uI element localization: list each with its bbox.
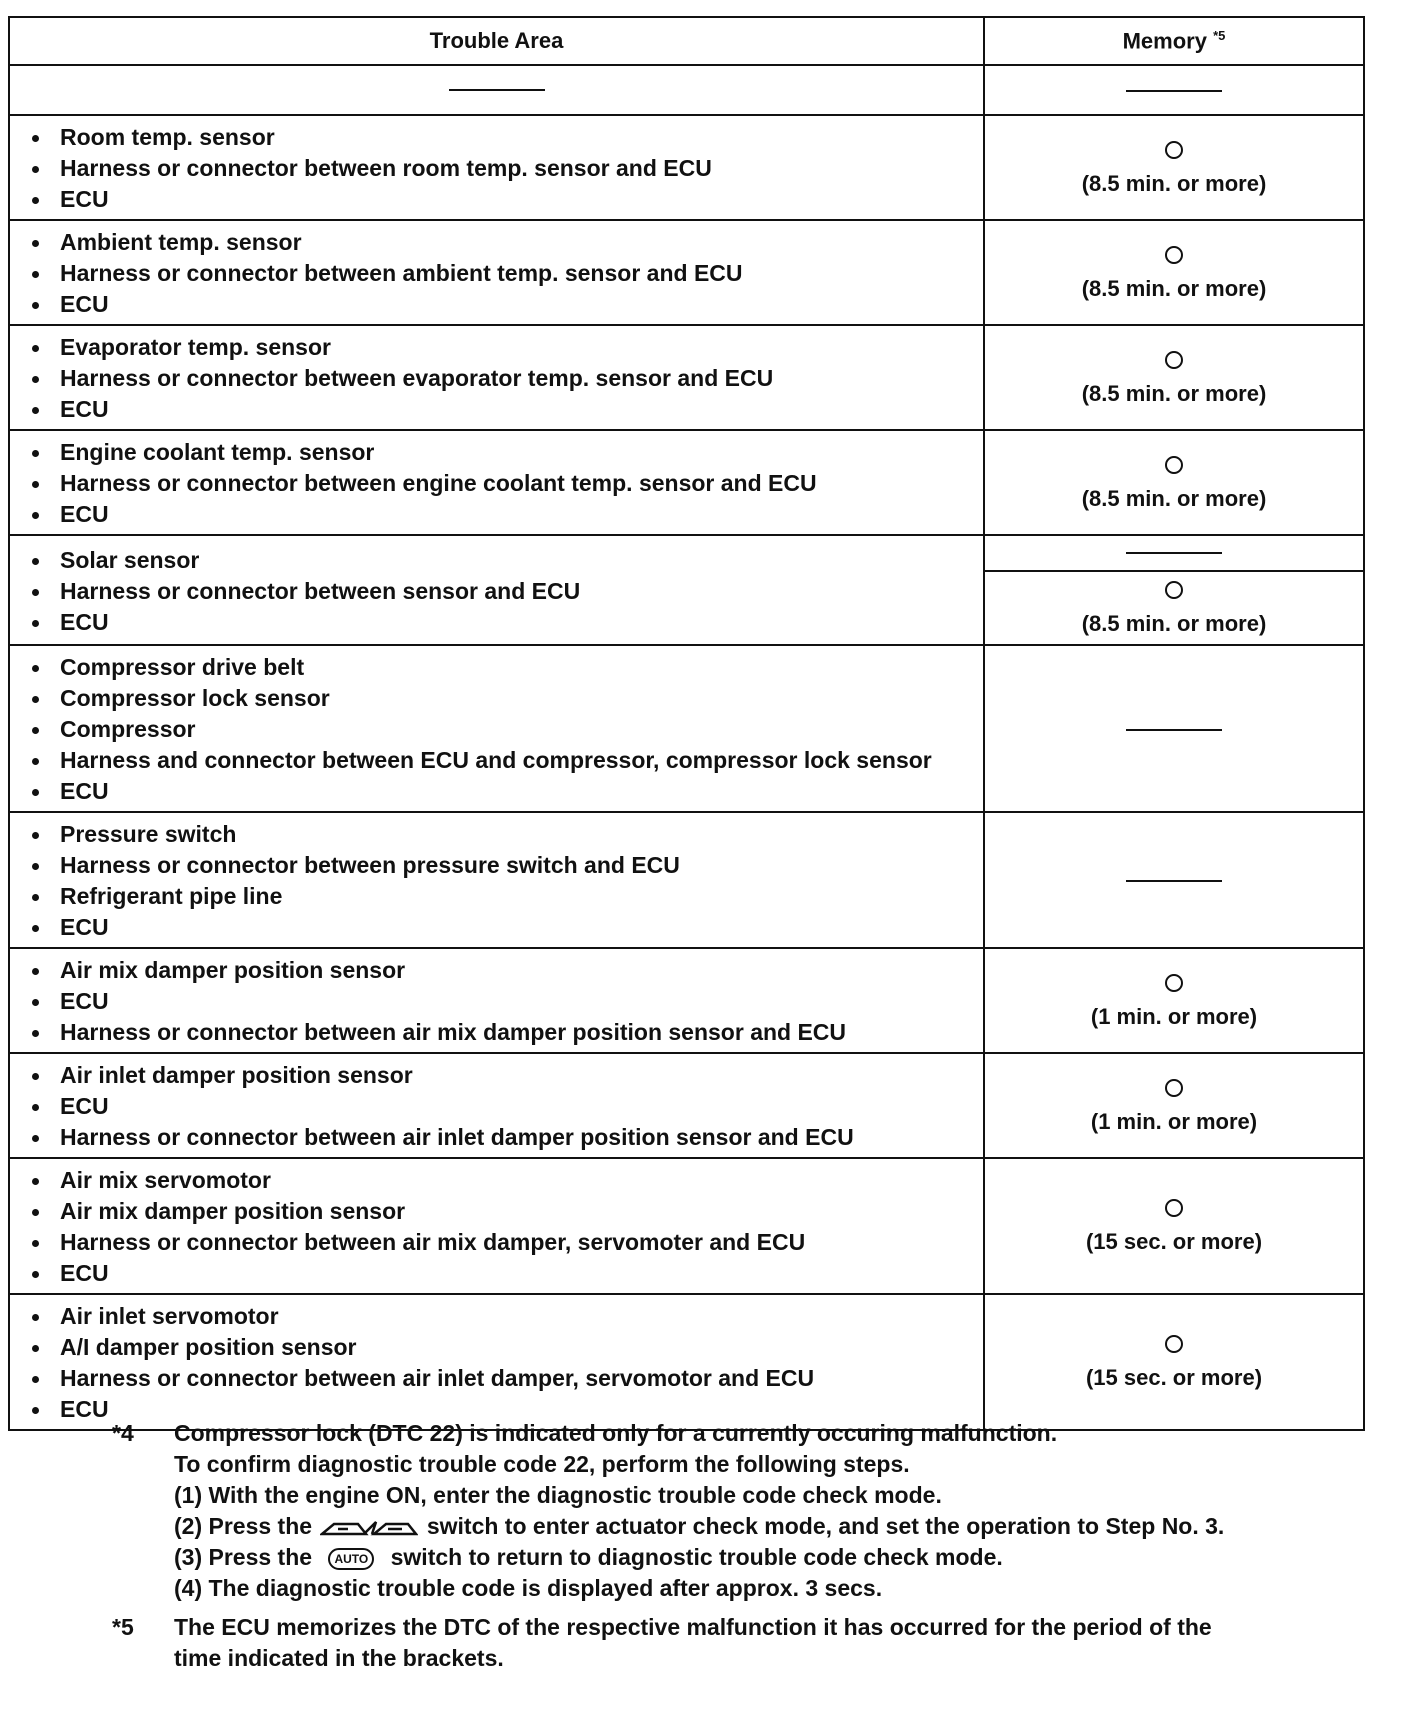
trouble-item: Air inlet damper position sensor bbox=[28, 1060, 983, 1091]
table-header-row bbox=[9, 17, 1364, 65]
footnote-5 bbox=[112, 1612, 1372, 1674]
trouble-list bbox=[10, 326, 983, 429]
trouble-item: Ambient temp. sensor bbox=[28, 227, 983, 258]
footnote-mark: *5 bbox=[112, 1614, 134, 1640]
trouble-item: Compressor lock sensor bbox=[28, 683, 983, 714]
header-memory-label: Memory bbox=[1122, 28, 1207, 54]
step2-pre: (2) Press the bbox=[174, 1513, 313, 1539]
memory-cell bbox=[984, 948, 1364, 1053]
table-body bbox=[9, 65, 1364, 1430]
memory-cell bbox=[984, 1158, 1364, 1294]
footnote-step bbox=[174, 1511, 1224, 1542]
memory-cell bbox=[984, 1294, 1364, 1430]
memory-circle-icon bbox=[1165, 351, 1183, 369]
trouble-item: Air mix damper position sensor bbox=[28, 955, 983, 986]
trouble-item: Harness or connector between air mix damper position sensor and ECU bbox=[28, 1017, 983, 1048]
header-trouble-area: Trouble Area bbox=[9, 17, 984, 65]
table-row bbox=[9, 220, 1364, 325]
table-row bbox=[9, 115, 1364, 220]
trouble-list bbox=[10, 539, 983, 642]
trouble-list bbox=[10, 221, 983, 324]
trouble-item: ECU bbox=[28, 184, 983, 215]
trouble-item: ECU bbox=[28, 289, 983, 320]
dash-mark bbox=[1126, 552, 1222, 554]
trouble-list bbox=[10, 116, 983, 219]
trouble-item: Harness or connector between engine coolant temp. sensor and ECU bbox=[28, 468, 983, 499]
dash-mark bbox=[1126, 90, 1222, 92]
step3-pre: (3) Press the bbox=[174, 1544, 313, 1570]
memory-duration: (8.5 min. or more) bbox=[1081, 275, 1267, 301]
trouble-item: ECU bbox=[28, 1091, 983, 1122]
trouble-area-cell bbox=[9, 1053, 984, 1158]
memory-cell bbox=[984, 1053, 1364, 1158]
trouble-item: ECU bbox=[28, 607, 983, 638]
trouble-list bbox=[10, 646, 983, 811]
trouble-item: Compressor bbox=[28, 714, 983, 745]
memory-circle-icon bbox=[1165, 1335, 1183, 1353]
trouble-area-cell bbox=[9, 535, 984, 645]
trouble-item: Harness or connector between room temp. sensor and ECU bbox=[28, 153, 983, 184]
table-row-empty bbox=[9, 65, 1364, 115]
memory-duration: (8.5 min. or more) bbox=[1081, 611, 1267, 636]
trouble-item: ECU bbox=[28, 394, 983, 425]
table-row bbox=[9, 645, 1364, 812]
trouble-item: Engine coolant temp. sensor bbox=[28, 437, 983, 468]
trouble-item: Harness or connector between air inlet damper, servomotor and ECU bbox=[28, 1363, 983, 1394]
memory-duration: (1 min. or more) bbox=[1090, 1003, 1258, 1029]
memory-duration: (15 sec. or more) bbox=[1085, 1229, 1263, 1254]
trouble-item: Solar sensor bbox=[28, 545, 983, 576]
table-row bbox=[9, 535, 1364, 645]
header-memory bbox=[984, 17, 1364, 65]
trouble-item: Harness or connector between ambient temp. sensor and ECU bbox=[28, 258, 983, 289]
trouble-item: Room temp. sensor bbox=[28, 122, 983, 153]
trouble-item: Air mix damper position sensor bbox=[28, 1196, 983, 1227]
dash-mark bbox=[1126, 880, 1222, 882]
memory-duration: (8.5 min. or more) bbox=[1081, 170, 1267, 196]
memory-duration: (8.5 min. or more) bbox=[1081, 485, 1267, 511]
memory-cell bbox=[984, 220, 1364, 325]
trouble-item: ECU bbox=[28, 1394, 983, 1425]
trouble-item: Harness or connector between evaporator temp. sensor and ECU bbox=[28, 363, 983, 394]
trouble-item: Air inlet servomotor bbox=[28, 1301, 983, 1332]
table-row bbox=[9, 430, 1364, 535]
memory-circle-icon bbox=[1165, 246, 1183, 264]
memory-cell bbox=[984, 115, 1364, 220]
trouble-area-cell bbox=[9, 65, 984, 115]
table-row bbox=[9, 1294, 1364, 1430]
trouble-area-cell bbox=[9, 645, 984, 812]
table-row bbox=[9, 1158, 1364, 1294]
dash-mark bbox=[1126, 729, 1222, 731]
memory-circle-icon bbox=[1165, 456, 1183, 474]
trouble-item: Harness or connector between sensor and ECU bbox=[28, 576, 983, 607]
trouble-item: Harness and connector between ECU and compressor, compressor lock sensor bbox=[28, 745, 983, 776]
step3-post: switch to return to diagnostic trouble code check mode. bbox=[390, 1544, 1003, 1570]
trouble-item: ECU bbox=[28, 499, 983, 530]
trouble-area-cell bbox=[9, 325, 984, 430]
trouble-list bbox=[10, 431, 983, 534]
trouble-area-cell bbox=[9, 1294, 984, 1430]
footnotes bbox=[112, 1418, 1372, 1682]
trouble-list bbox=[10, 949, 983, 1052]
trouble-area-cell bbox=[9, 948, 984, 1053]
trouble-area-cell bbox=[9, 115, 984, 220]
step2-post: switch to enter actuator check mode, and set the operation to Step No. 3. bbox=[426, 1513, 1225, 1539]
footnote-line: time indicated in the brackets. bbox=[174, 1645, 504, 1671]
footnote-mark: *4 bbox=[112, 1420, 134, 1446]
trouble-list bbox=[10, 813, 983, 947]
memory-circle-icon bbox=[1165, 974, 1183, 992]
trouble-item: Harness or connector between pressure switch and ECU bbox=[28, 850, 983, 881]
trouble-area-cell bbox=[9, 812, 984, 948]
footnote-4 bbox=[112, 1418, 1372, 1604]
footnote-line: To confirm diagnostic trouble code 22, perform the following steps. bbox=[174, 1451, 910, 1477]
memory-cell bbox=[984, 535, 1364, 645]
footnote-line: The ECU memorizes the DTC of the respective malfunction it has occurred for the period of the bbox=[174, 1614, 1212, 1640]
trouble-item: Harness or connector between air mix damper, servomoter and ECU bbox=[28, 1227, 983, 1258]
memory-cell bbox=[984, 430, 1364, 535]
table-row bbox=[9, 812, 1364, 948]
footnote-step: (1) With the engine ON, enter the diagnostic trouble code check mode. bbox=[174, 1482, 942, 1508]
footnote-step bbox=[174, 1542, 1224, 1573]
fan-speed-icon bbox=[320, 1518, 418, 1538]
memory-circle-icon bbox=[1165, 1079, 1183, 1097]
trouble-item: Pressure switch bbox=[28, 819, 983, 850]
memory-circle-icon bbox=[1165, 581, 1183, 599]
trouble-item: ECU bbox=[28, 1258, 983, 1289]
trouble-item: Evaporator temp. sensor bbox=[28, 332, 983, 363]
trouble-item: Air mix servomotor bbox=[28, 1165, 983, 1196]
table-row bbox=[9, 948, 1364, 1053]
footnote-line: Compressor lock (DTC 22) is indicated only for a currently occuring malfunction. bbox=[174, 1420, 1058, 1446]
trouble-item: Refrigerant pipe line bbox=[28, 881, 983, 912]
trouble-item: A/I damper position sensor bbox=[28, 1332, 983, 1363]
memory-duration: (15 sec. or more) bbox=[1085, 1365, 1263, 1390]
memory-duration: (8.5 min. or more) bbox=[1081, 380, 1267, 406]
trouble-item: Compressor drive belt bbox=[28, 652, 983, 683]
memory-circle-icon bbox=[1165, 1199, 1183, 1217]
trouble-list bbox=[10, 1295, 983, 1429]
trouble-table bbox=[8, 16, 1365, 1431]
auto-icon: AUTO bbox=[328, 1548, 374, 1570]
trouble-item: ECU bbox=[28, 986, 983, 1017]
memory-cell bbox=[984, 645, 1364, 812]
trouble-list bbox=[10, 1054, 983, 1157]
trouble-area-cell bbox=[9, 1158, 984, 1294]
memory-cell bbox=[984, 325, 1364, 430]
memory-circle-icon bbox=[1165, 141, 1183, 159]
dash-mark bbox=[449, 89, 545, 91]
memory-duration: (1 min. or more) bbox=[1090, 1108, 1258, 1134]
trouble-item: Harness or connector between air inlet damper position sensor and ECU bbox=[28, 1122, 983, 1153]
trouble-item: ECU bbox=[28, 912, 983, 943]
trouble-area-cell bbox=[9, 430, 984, 535]
memory-cell bbox=[984, 65, 1364, 115]
memory-cell bbox=[984, 812, 1364, 948]
table-row bbox=[9, 1053, 1364, 1158]
trouble-item: ECU bbox=[28, 776, 983, 807]
header-memory-note: *5 bbox=[1213, 27, 1226, 43]
trouble-area-cell bbox=[9, 220, 984, 325]
trouble-list bbox=[10, 1159, 983, 1293]
table-row bbox=[9, 325, 1364, 430]
footnote-step: (4) The diagnostic trouble code is displayed after approx. 3 secs. bbox=[174, 1575, 883, 1601]
